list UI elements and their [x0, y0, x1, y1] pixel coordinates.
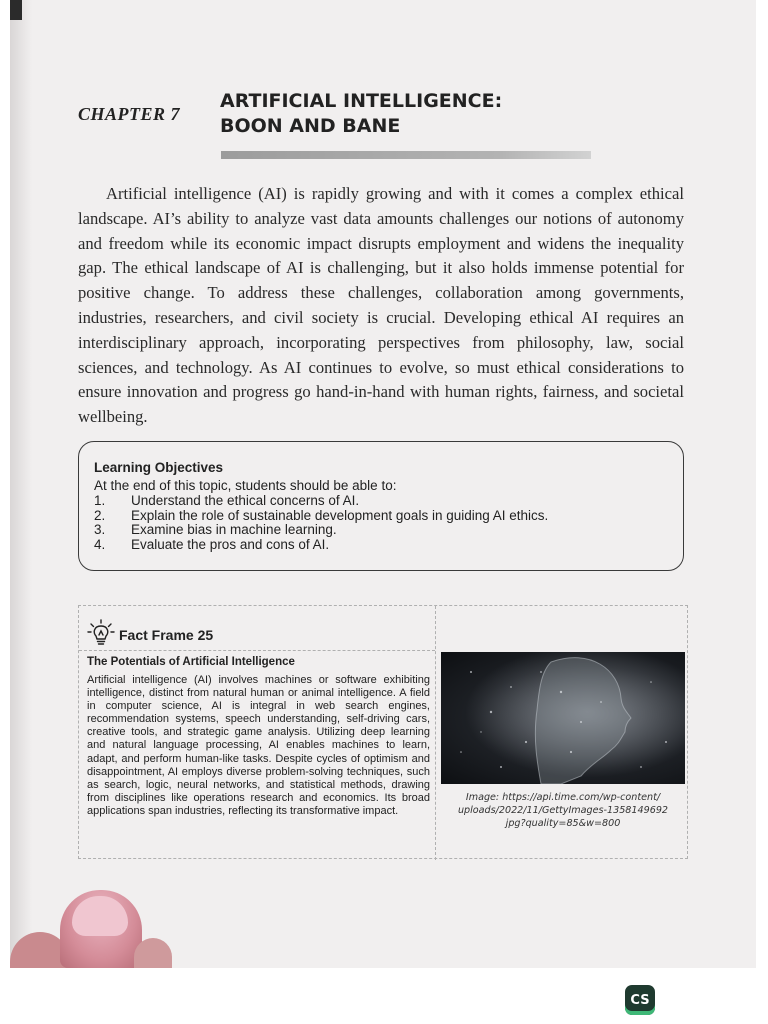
objective-item — [94, 494, 683, 509]
learning-objectives-intro: At the end of this topic, students should be able to: — [94, 478, 397, 493]
lightbulb-icon — [87, 618, 115, 646]
learning-objectives-title: Learning Objectives — [94, 460, 224, 475]
caption-line: jpg?quality=85&w=800 — [505, 818, 621, 829]
learning-objectives-list — [94, 494, 683, 552]
objective-item — [94, 538, 683, 553]
fact-frame-box — [78, 605, 688, 859]
fact-frame-title: Fact Frame 25 — [119, 627, 214, 643]
objective-item — [94, 509, 683, 524]
learning-objectives-box — [78, 441, 684, 571]
page-corner-dark — [10, 0, 22, 20]
objective-number: 1. — [94, 493, 106, 508]
hand-edge — [134, 938, 172, 968]
image-caption — [441, 791, 685, 830]
caption-line: Image: https://api.time.com/wp-content/ — [465, 792, 661, 803]
fact-frame-subtitle: The Potentials of Artificial Intelligence — [87, 656, 295, 668]
camscanner-badge[interactable]: CS — [625, 985, 655, 1015]
objective-text: Evaluate the pros and cons of AI. — [131, 536, 330, 552]
objective-text: Explain the role of sustainable development goals in guiding AI ethics. — [131, 507, 549, 523]
ai-face-image — [441, 652, 685, 784]
title-rule — [221, 151, 591, 159]
objective-number: 2. — [94, 507, 106, 523]
objective-item — [94, 523, 683, 538]
chapter-label: CHAPTER 7 — [78, 104, 181, 124]
fact-frame-divider — [435, 606, 436, 860]
caption-line: uploads/2022/11/GettyImages-1358149692 — [457, 805, 669, 816]
ai-face-illustration — [441, 652, 685, 784]
objective-number: 4. — [94, 536, 106, 552]
fact-frame-header — [79, 606, 435, 651]
objective-text: Examine bias in machine learning. — [131, 522, 337, 537]
fact-frame-body: Artificial intelligence (AI) involves machines or software exhibiting intelligence, distinct from natural human or animal intelligence. A field in computer science, AI is integral in web search engines, recommendation systems, speech understanding, self-driving cars, creative tools, and strategic game analysis. Utilizing deep learning and natural language processing, AI enables machines to learn, adapt, and perform human-like tasks. Despite cycles of optimism and disappointment, AI employs diverse problem-solving techniques, such as search, logic, neural networks, and statistical methods, drawing from disciplines like operations research and economics. Its broad applications span industries, reflecting its transformative impact. — [87, 674, 430, 817]
intro-paragraph: Artificial intelligence (AI) is rapidly growing and with it comes a complex ethical landscape. AI’s ability to analyze vast data amounts challenges our notions of autonomy and freedom while its economic impact disrupts employment and widens the inequality gap. The ethical landscape of AI is challenging, but it also holds immense potential for positive change. To address these challenges, collaboration among governments, industries, researchers, and civil society is crucial. Developing ethical AI requires an interdisciplinary approach, incorporating perspectives from philosophy, law, social sciences, and technology. As AI continues to evolve, so must ethical considerations to ensure innovation and progress go hand-in-hand with human rights, fairness, and societal wellbeing. — [78, 184, 684, 427]
objective-text: Understand the ethical concerns of AI. — [131, 493, 360, 508]
chapter-title-line-1: ARTIFICIAL INTELLIGENCE: — [220, 90, 503, 112]
objective-number: 3. — [94, 522, 106, 537]
chapter-title-line-2: BOON AND BANE — [220, 115, 401, 137]
page-edge-shadow — [10, 0, 32, 968]
chapter-title — [220, 89, 600, 139]
